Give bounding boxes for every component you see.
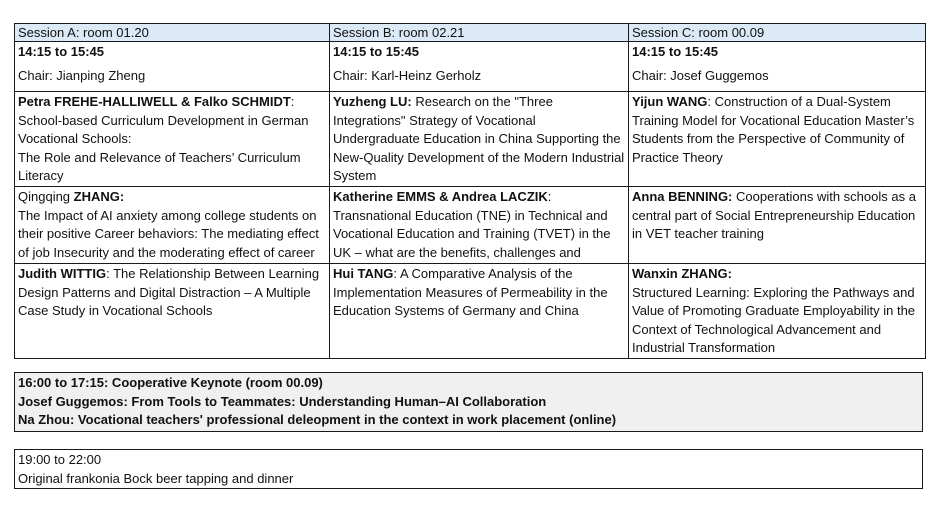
- talk-authors-given: Qingqing: [18, 188, 74, 204]
- talk-authors: Yijun WANG: [632, 94, 708, 109]
- talk-title: Structured Learning: Exploring the Pathways and Value of Promoting Graduate Employability in the Context of Technological Advancement and Industrial Transformation: [632, 284, 916, 356]
- talk-cell: [330, 263, 629, 358]
- session-b-chair: Chair: Karl-Heinz Gerholz: [333, 67, 482, 83]
- keynote-box: [14, 372, 923, 432]
- talk-cell: [15, 92, 330, 187]
- talk-cell: [15, 186, 330, 263]
- talk-cell: [629, 186, 926, 263]
- talk-separator: :: [707, 94, 715, 109]
- evening-time: 19:00 to 22:00: [18, 452, 102, 467]
- session-a-header: Session A: room 01.20: [15, 24, 330, 42]
- talk-cell: [15, 263, 330, 358]
- talk-title: The Impact of AI anxiety among college students on their positive Career behaviors: The mediating effect of job Insecurity and the moderating effect of career: [18, 207, 319, 260]
- talk-title: Transnational Education (TNE) in Technical and Vocational Education and Training (TVET) in the UK – what are the benefits, challenges and: [333, 207, 611, 260]
- session-b-header: Session B: room 02.21: [330, 24, 629, 42]
- talk-cell: [330, 186, 629, 263]
- session-time-row: [15, 42, 926, 92]
- talk-separator: :: [290, 94, 295, 109]
- talk-title: The Relationship Between Learning Design Patterns and Digital Distraction – A Multiple Case Study in Vocational Schools: [18, 265, 320, 319]
- session-b-info: [330, 42, 629, 92]
- session-c-chair: Chair: Josef Guggemos: [632, 67, 769, 83]
- talk-authors: Yuzheng LU:: [333, 94, 412, 109]
- session-header-row: [15, 24, 926, 42]
- session-a-time: 14:15 to 15:45: [18, 44, 104, 59]
- talk-authors: Hui TANG: [333, 265, 394, 281]
- talk-authors: Anna BENNING:: [632, 188, 733, 204]
- talk-authors: Judith WITTIG: [18, 265, 107, 281]
- talk-separator: :: [547, 188, 552, 204]
- talk-title-line: School-based Curriculum Development in German Vocational Schools:: [18, 112, 309, 147]
- talk-cell: [629, 263, 926, 358]
- talk-title: A Comparative Analysis of the Implementation Measures of Permeability in the Education Systems of Germany and China: [333, 265, 608, 319]
- talk-row: [15, 263, 926, 358]
- talk-row: [15, 92, 926, 187]
- talk-cell: [629, 92, 926, 187]
- talk-separator: :: [106, 265, 114, 281]
- talk-separator: :: [393, 265, 400, 281]
- session-c-header: Session C: room 00.09: [629, 24, 926, 42]
- session-a-info: [15, 42, 330, 92]
- session-c-info: [629, 42, 926, 92]
- evening-event-box: [14, 449, 923, 489]
- evening-description: Original frankonia Bock beer tapping and dinner: [18, 470, 294, 486]
- talk-title: Cooperations with schools as a central part of Social Entrepreneurship Education in VET teacher training: [632, 188, 916, 242]
- keynote-talk-1: Josef Guggemos: From Tools to Teammates: Understanding Human–AI Collaboration: [18, 393, 547, 409]
- session-schedule-table: [14, 23, 926, 359]
- talk-title: Construction of a Dual-System Training Model for Vocational Education Master’s Students from the Perspective of Community of Practice Theory: [632, 94, 915, 165]
- keynote-time-title: 16:00 to 17:15: Cooperative Keynote (room 00.09): [18, 375, 323, 390]
- talk-authors: Katherine EMMS & Andrea LACZIK: [333, 188, 548, 204]
- talk-authors: Petra FREHE-HALLIWELL & Falko SCHMIDT: [18, 94, 291, 109]
- keynote-talk-2: Na Zhou: Vocational teachers' professional deleopment in the context in work placement (online): [18, 412, 617, 428]
- session-a-chair: Chair: Jianping Zheng: [18, 67, 146, 83]
- session-b-time: 14:15 to 15:45: [333, 44, 419, 59]
- talk-authors: ZHANG:: [73, 188, 125, 204]
- talk-cell: [330, 92, 629, 187]
- talk-row: [15, 186, 926, 263]
- talk-title-line: The Role and Relevance of Teachers’ Curriculum Literacy: [18, 149, 301, 184]
- talk-authors: Wanxin ZHANG:: [632, 265, 732, 281]
- session-c-time: 14:15 to 15:45: [632, 44, 718, 59]
- talk-title: Research on the "Three Integrations" Strategy of Vocational Undergraduate Education in China Supporting the New-Quality Development of the Modern Industrial System: [333, 94, 625, 184]
